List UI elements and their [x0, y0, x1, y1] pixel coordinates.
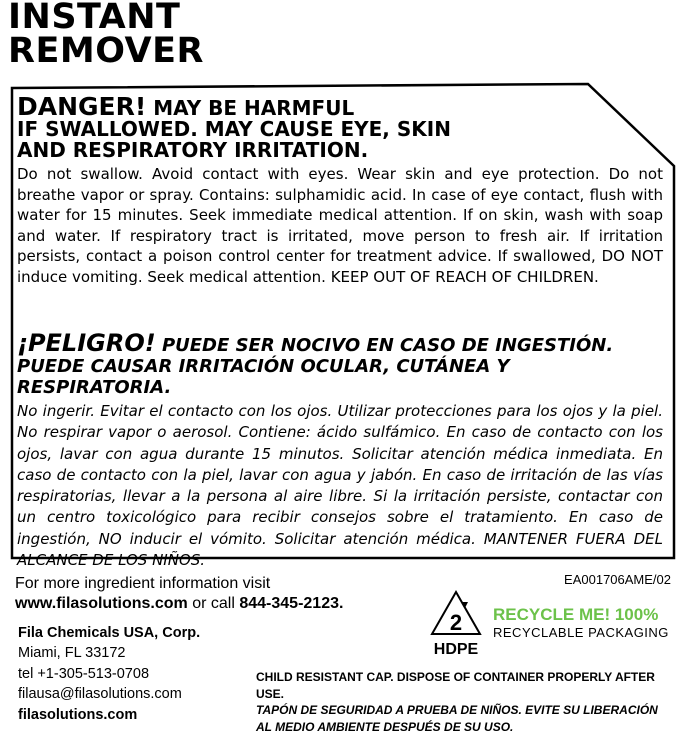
child-cap-notice — [256, 669, 671, 735]
warning-spanish-header — [17, 329, 663, 398]
ingredient-info-line1: For more ingredient information visit — [15, 575, 271, 592]
info-or-call: or call — [187, 595, 240, 612]
warning-english-hdr1: MAY BE HARMFUL — [146, 96, 355, 120]
child-cap-en: CHILD RESISTANT CAP. DISPOSE OF CONTAINER PROPERLY AFTER USE. — [256, 670, 655, 701]
warning-english-body: Do not swallow. Avoid contact with eyes. Wear skin and eye protection. Do not breathe vapor or spray. Contains: sulphamidic acid. In case of eye contact, flush with water for 15 minutes. Seek immediate medical attention. If on skin, wash with soap and water. If respiratory tract is irritated, move person to fresh air. If irritation persists, contact a poison control center for treatment advice. If swallowed, DO NOT induce vomiting. Seek medical attention. KEEP OUT OF REACH OF CHILDREN. — [17, 165, 663, 286]
recycle-number: 2 — [449, 610, 463, 635]
recycle-triangle-icon — [428, 588, 484, 660]
warning-english — [17, 92, 663, 287]
product-code: EA001706AME/02 — [564, 572, 671, 587]
recycle-info — [493, 605, 669, 641]
company-tel: tel +1-305-513-0708 — [18, 665, 150, 682]
danger-label: DANGER! — [17, 92, 147, 121]
warning-english-header — [17, 92, 663, 162]
product-title-line2: REMOVER — [8, 31, 204, 71]
company-info — [18, 623, 200, 725]
recyclable-packaging-label: RECYCLABLE PACKAGING — [493, 625, 669, 640]
company-email[interactable]: filausa@filasolutions.com — [18, 686, 182, 703]
company-web[interactable]: filasolutions.com — [18, 706, 138, 723]
company-city: Miami, FL 33172 — [18, 645, 126, 662]
warning-spanish-body: No ingerir. Evitar el contacto con los ojos. Utilizar protecciones para los ojos y la piel. No respirar vapor o aerosol. Contiene: ácido sulfámico. En caso de contacto con los ojos, lavar con agua durante 15 minutos. Solicitar atención médica inmediata. En caso de contacto con la piel, lavar con agua y jabón. En caso de irritación de las vías respiratorias, llevar a la persona al aire libre. Si la irritación persiste, contactar con un centro toxicológico para recibir consejos sobre el tratamiento. En caso de ingestión, NO inducir el vómito. Solicitar atención médica. MANTENER FUERA DEL ALCANCE DE LOS NIÑOS. — [17, 402, 663, 570]
product-title-line1: INSTANT — [8, 0, 181, 37]
warning-spanish-hdr2: PUEDE CAUSAR IRRITACIÓN OCULAR, CUTÁNEA Y RESPIRATORIA. — [17, 356, 510, 398]
ingredient-info — [15, 574, 343, 614]
warning-english-hdr2: IF SWALLOWED. MAY CAUSE EYE, SKIN — [17, 117, 451, 141]
child-cap-es: TAPÓN DE SEGURIDAD A PRUEBA DE NIÑOS. EVITE SU LIBERACIÓN AL MEDIO AMBIENTE DESPUÉS DE SU USO. — [256, 703, 658, 734]
recycle-me-label: RECYCLE ME! 100% — [493, 605, 659, 624]
warning-english-hdr3: AND RESPIRATORY IRRITATION. — [17, 138, 369, 162]
company-name: Fila Chemicals USA, Corp. — [18, 625, 201, 641]
warning-spanish — [17, 329, 663, 571]
peligro-label: ¡PELIGRO! — [17, 329, 156, 357]
warning-spanish-hdr1: PUEDE SER NOCIVO EN CASO DE INGESTIÓN. — [155, 335, 614, 356]
info-website-link[interactable]: www.filasolutions.com — [15, 595, 188, 612]
info-phone: 844-345-2123. — [239, 595, 344, 612]
recycle-material: HDPE — [433, 641, 479, 658]
